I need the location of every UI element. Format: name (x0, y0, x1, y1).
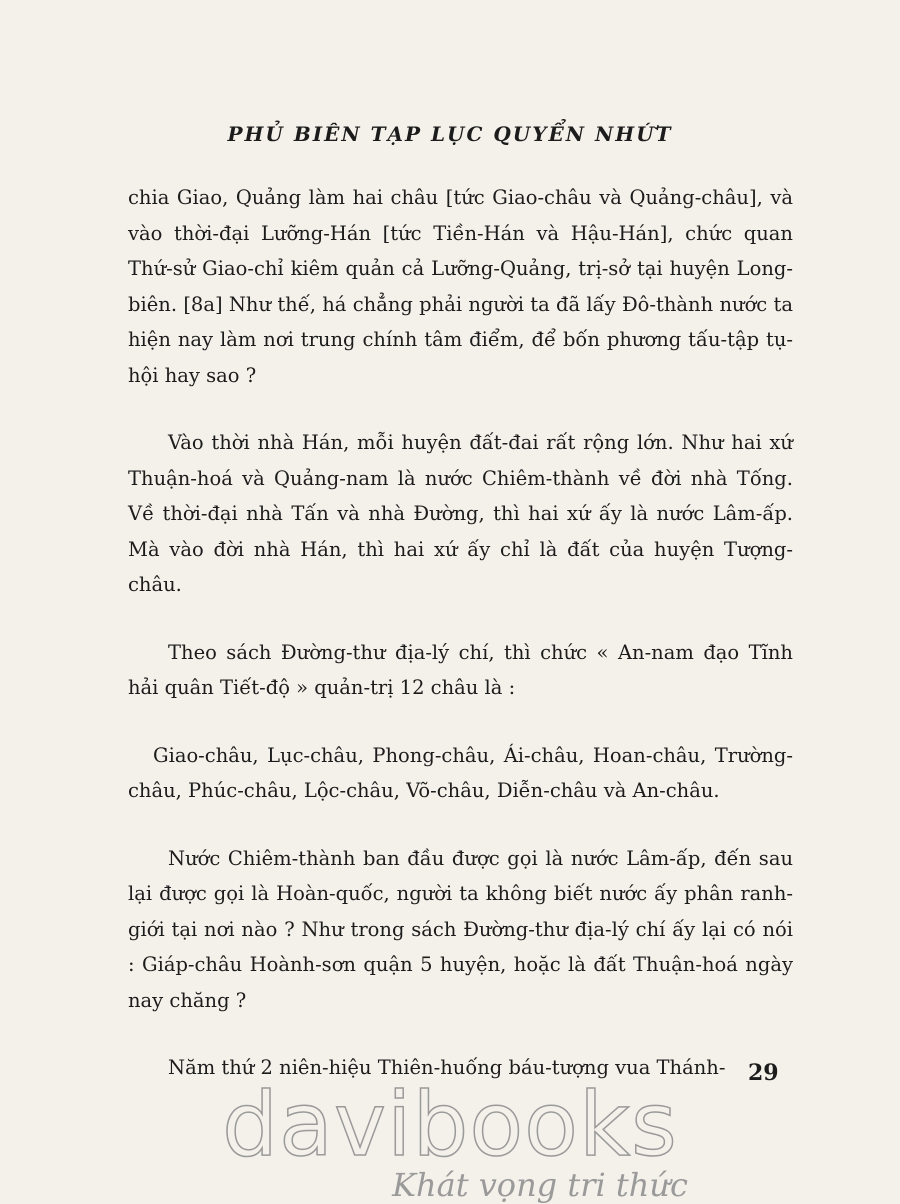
body-text (128, 180, 793, 1118)
paragraph: Vào thời nhà Hán, mỗi huyện đất-đai rất rộng lớn. Như hai xứ Thuận-hoá và Quảng-nam là nước Chiêm-thành về đời nhà Tống. Về thời-đại nhà Tấn và nhà Đường, thì hai xứ ấy là nước Lâm-ấp. Mà vào đời nhà Hán, thì hai xứ ấy chỉ là đất của huyện Tượng-châu. (128, 431, 793, 596)
paragraph: Theo sách Đường-thư địa-lý chí, thì chức « An-nam đạo Tĩnh hải quân Tiết-độ » quản-trị 12 châu là : (128, 640, 793, 699)
page-number: 29 (748, 1060, 779, 1086)
watermark-tagline: Khát vọng tri thức (392, 1166, 688, 1204)
paragraph: Giao-châu, Lục-châu, Phong-châu, Ái-châu, Hoan-châu, Trường-châu, Phúc-châu, Lộc-châu, Võ-châu, Diễn-châu và An-châu. (128, 743, 793, 802)
paragraph: Nước Chiêm-thành ban đầu được gọi là nước Lâm-ấp, đến sau lại được gọi là Hoàn-quốc, người ta không biết nước ấy phân ranh-giới tại nơi nào ? Như trong sách Đường-thư địa-lý chí ấy lại có nói : Giáp-châu Hoành-sơn quận 5 huyện, hoặc là đất Thuận-hoá ngày nay chăng ? (128, 846, 793, 1012)
running-header: PHỦ BIÊN TẠP LỤC QUYỂN NHỨT (227, 122, 673, 146)
paragraph: Năm thứ 2 niên-hiệu Thiên-huống báu-tượng vua Thánh- (168, 1056, 726, 1079)
paragraph: chia Giao, Quảng làm hai châu [tức Giao-châu và Quảng-châu], và vào thời-đại Lưỡng-Hán [tức Tiền-Hán và Hậu-Hán], chức quan Thứ-sử Giao-chỉ kiêm quản cả Lưỡng-Quảng, trị-sở tại huyện Long-biên. [8a] Như thế, há chẳng phải người ta đã lấy Đô-thành nước ta hiện nay làm nơi trung chính tâm điểm, để bốn phương tấu-tập tụ-hội hay sao ? (128, 186, 793, 387)
watermark-logo: davibooks (222, 1073, 678, 1176)
